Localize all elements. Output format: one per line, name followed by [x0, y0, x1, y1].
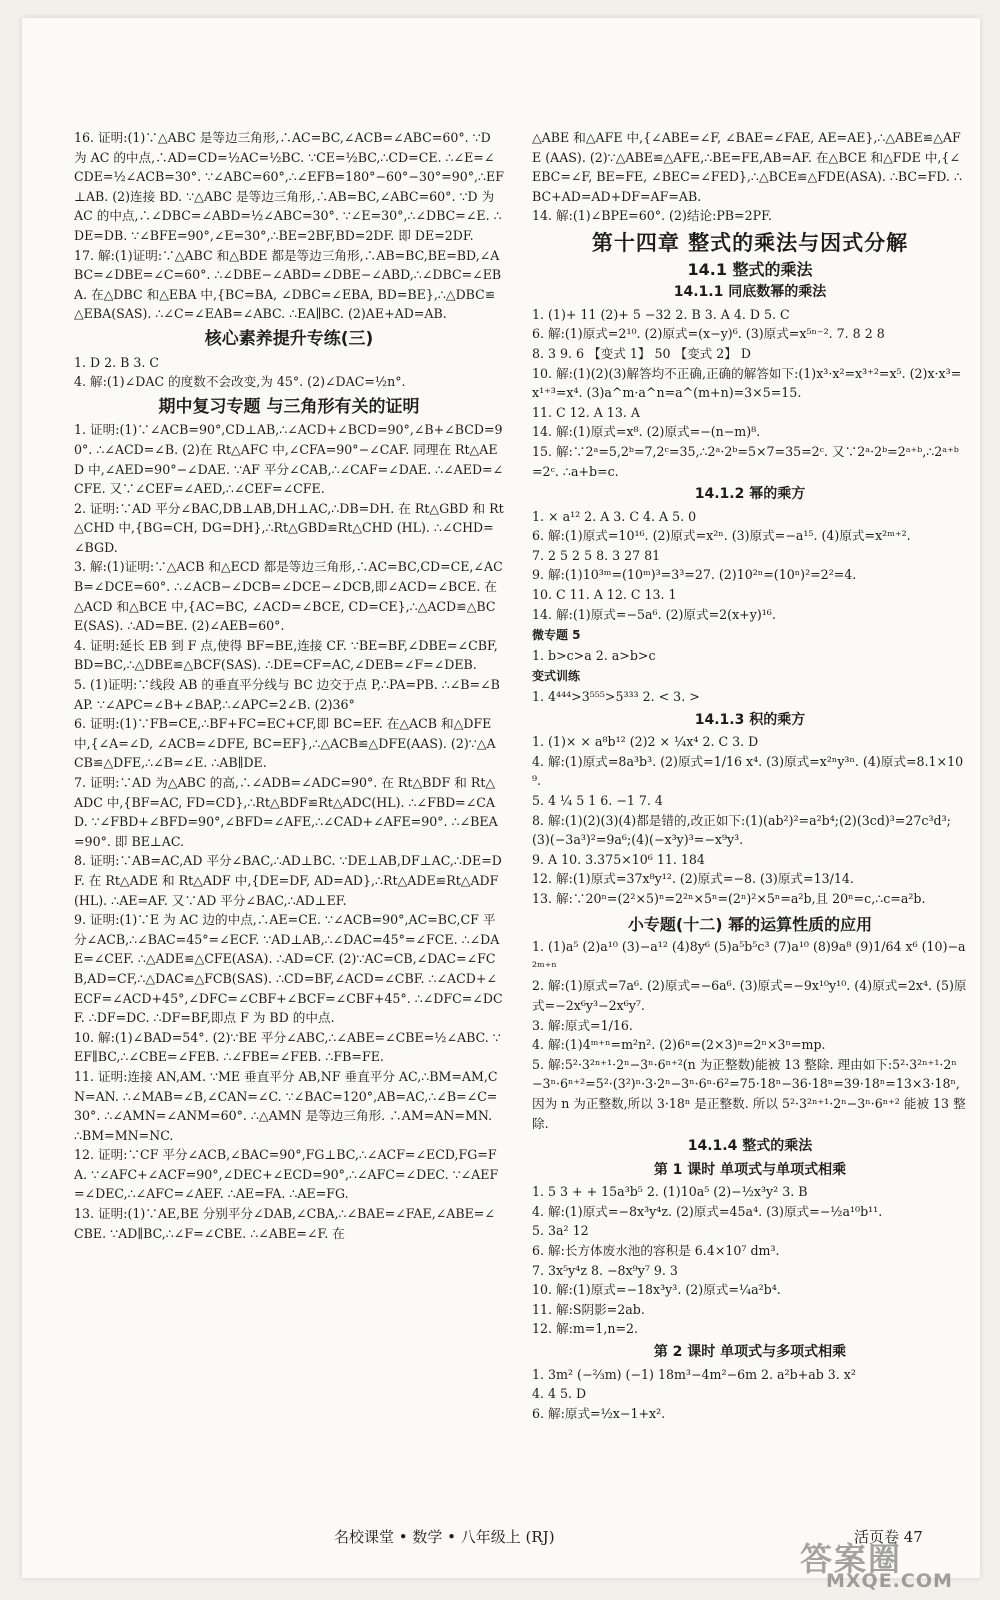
answer-item: 8. 解:(1)(2)(3)(4)都是错的,改正如下:(1)(ab²)²=a²b⁴;(2)(3cd)³=27c³d³;(3)(−3a³)²=9a⁶;(4)(−x³y)³=−x⁹y³.: [532, 812, 951, 848]
answer-item: 11. 解:S阴影=2ab.: [532, 1301, 645, 1317]
watermark-logo: [800, 1542, 970, 1592]
section-heading: 14.1.4 整式的乘法: [687, 1138, 813, 1155]
answer-item: 3. 解:(1)证明:∵△ACB 和△ECD 都是等边三角形,∴AC=BC,CD=CE,∠ACB=∠DCE=60°. ∴∠ACB−∠DCB=∠DCE−∠DCB,即∠ACD=∠BCE. 在△ACD 和△BCE 中,{AC=BC, ∠ACD=∠BCE, CD=CE},∴△ACD≌△BCE(SAS). ∴AD=BE. (2)∠AEB=60°.: [74, 559, 503, 634]
section-heading: 第 1 课时 单项式与单项式相乘: [653, 1161, 847, 1178]
section-heading: 14.1 整式的乘法: [687, 259, 813, 279]
answer-item: 1. 5 3 + + 15a³b⁵ 2. (1)10a⁵ (2)−½x³y² 3. B: [532, 1184, 808, 1200]
answer-item: △ABE 和△AFE 中,{∠ABE=∠F, ∠BAE=∠FAE, AE=AE},∴△ABE≌△AFE (AAS). (2)∵△ABE≌△AFE,∴BE=FE,AB=AF. 在△BCE 和△FDE 中,{∠EBC=∠F, BE=FE, ∠BEC=∠FED},∴△BCE≌△FDE(ASA). ∴BC=FD. ∴BC+AD=AD+DF=AF=AB.: [532, 130, 962, 204]
answer-item: 5. 解:5²·3²ⁿ⁺¹·2ⁿ−3ⁿ·6ⁿ⁺²(n 为正整数)能被 13 整除. 理由如下:5²·3²ⁿ⁺¹·2ⁿ−3ⁿ·6ⁿ⁺²=5²·(3²)ⁿ·3·2ⁿ−3ⁿ·6ⁿ·6²=75·18ⁿ−36·18ⁿ=39·18ⁿ=13×3·18ⁿ,因为 n 为正整数,所以 3·18ⁿ 是正整数. 所以 5²·3²ⁿ⁺¹·2ⁿ−3ⁿ·6ⁿ⁺² 能被 13 整除.: [532, 1056, 966, 1131]
right-column: [532, 128, 968, 1423]
section-heading: 14.1.1 同底数幂的乘法: [673, 284, 827, 301]
section-heading: 14.1.3 积的乘方: [694, 711, 806, 728]
answer-item: 14. 解:(1)∠BPE=60°. (2)结论:PB=2PF.: [532, 208, 772, 224]
section-heading: 期中复习专题 与三角形有关的证明: [158, 396, 420, 417]
answer-item: 1. b>c>a 2. a>b>c: [532, 647, 656, 663]
answer-item: 16. 证明:(1)∵△ABC 是等边三角形,∴AC=BC,∠ACB=∠ABC=60°. ∵D 为 AC 的中点,∴AD=CD=½AC=½BC. ∵CE=½BC,∴CD=CE. ∴∠E=∠CDE=½∠ACB=30°. ∵∠ABC=60°,∴∠EFB=180°−60°−30°=90°,∴EF⊥AB. (2)连接 BD. ∵△ABC 是等边三角形,∴AB=BC,∠ABC=60°. ∵D 为 AC 的中点,∴∠DBC=∠ABD=½∠ABC=30°. ∵∠E=30°,∴∠DBC=∠E. ∴DE=DB. ∵∠BFE=90°,∠E=30°,∴BE=2BF,BD=2DF. 即 DE=2DF.: [74, 130, 504, 243]
answer-item: 6. 解:(1)原式=2¹⁰. (2)原式=(x−y)⁶. (3)原式=x⁵ⁿ⁻². 7. 8 2 8: [532, 326, 885, 342]
section-heading: 第十四章 整式的乘法与因式分解: [591, 230, 909, 255]
answer-item: 5. 4 ¼ 5 1 6. −1 7. 4: [532, 793, 663, 808]
answer-item: 4. 解:(1)4ᵐ⁺ⁿ=m²n². (2)6ⁿ=(2×3)ⁿ=2ⁿ×3ⁿ=mp.: [532, 1037, 826, 1053]
answer-item: 5. (1)证明:∵线段 AB 的垂直平分线与 BC 边交于点 P,∴PA=PB. ∴∠B=∠BAP. ∵∠APC=∠B+∠BAP,∴∠APC=2∠B. (2)36°: [74, 677, 500, 712]
answer-item: 1. D 2. B 3. C: [74, 354, 160, 370]
answer-item: 11. 证明:连接 AN,AM. ∵ME 垂直平分 AB,NF 垂直平分 AC,∴BM=AM,CN=AN. ∴∠MAB=∠B,∠CAN=∠C. ∵∠BAC=120°,AB=AC,∴∠B=∠C=30°. ∴∠AMN=∠ANM=60°. ∴△AMN 是等边三角形. ∴AM=AN=MN. ∴BM=MN=NC.: [74, 1068, 498, 1143]
answer-item: 1. (1)× × a⁸b¹² (2)2 × ¼x⁴ 2. C 3. D: [532, 734, 759, 750]
answer-page: [22, 18, 980, 1578]
section-heading: 小专题(十二) 幂的运算性质的应用: [627, 914, 873, 934]
answer-item: 11. C 12. A 13. A: [532, 404, 640, 420]
answer-item: 5. 3a² 12: [532, 1223, 589, 1239]
answer-item: 10. 解:(1)∠BAD=54°. (2)∵BE 平分∠ABC,∴∠ABE=∠CBE=½∠ABC. ∵EF∥BC,∴∠CBE=∠FEB. ∴∠FBE=∠FEB. ∴FB=FE.: [74, 1029, 501, 1065]
answer-item: 10. 解:(1)原式=−18x³y³. (2)原式=¼a²b⁴.: [532, 1282, 781, 1298]
answer-item: 2. 证明:∵AD 平分∠BAC,DB⊥AB,DH⊥AC,∴DB=DH. 在 Rt△GBD 和 Rt△CHD 中,{BG=CH, DG=DH},∴Rt△GBD≌Rt△CHD (HL). ∴∠CHD=∠BGD.: [74, 500, 504, 555]
answer-item: 4. 解:(1)原式=−8x³y⁴z. (2)原式=45a⁴. (3)原式=−½a¹⁰b¹¹.: [532, 1203, 883, 1219]
answer-item: 3. 解:原式=1/16.: [532, 1017, 633, 1033]
answer-item: 4. 解:(1)∠DAC 的度数不会改变,为 45°. (2)∠DAC=½n°.: [74, 374, 406, 390]
answer-item: 4. 4 5. D: [532, 1386, 587, 1402]
watermark-url: MXQE.COM: [826, 1570, 953, 1592]
answer-item: 6. 证明:(1)∵FB=CE,∴BF+FC=EC+CF,即 BC=EF. 在△ACB 和△DFE 中,{∠A=∠D, ∠ACB=∠DFE, BC=EF},∴△ACB≌△DFE(AAS). (2)∵△ACB≌△DFE,∴∠B=∠E. ∴AB∥DE.: [74, 716, 496, 771]
answer-item: 9. A 10. 3.375×10⁶ 11. 184: [532, 851, 705, 867]
answer-item: 10. C 11. A 12. C 13. 1: [532, 587, 677, 603]
answer-item: 10. 解:(1)(2)(3)解答均不正确,正确的解答如下:(1)x³·x²=x³⁺²=x⁵. (2)x·x³=x¹⁺³=x⁴. (3)a^m·a^n=a^(m+n)=3×5=15.: [532, 365, 962, 401]
left-column: [74, 128, 504, 1243]
answer-item: 6. 解:(1)原式=10¹⁶. (2)原式=x²ⁿ. (3)原式=−a¹⁵. (4)原式=x²ᵐ⁺².: [532, 528, 911, 544]
section-heading: 第 2 课时 单项式与多项式相乘: [653, 1344, 847, 1361]
answer-item: 1. (1)+ 11 (2)+ 5 −32 2. B 3. A 4. D 5. C: [532, 306, 790, 322]
answer-item: 15. 解:∵2ᵃ=5,2ᵇ=7,2ᶜ=35,∴2ᵃ·2ᵇ=5×7=35=2ᶜ. 又∵2ᵃ·2ᵇ=2ᵃ⁺ᵇ,∴2ᵃ⁺ᵇ=2ᶜ. ∴a+b=c.: [532, 443, 959, 479]
answer-item: 4. 证明:延长 EB 到 F 点,使得 BF=BE,连接 CF. ∵BE=BF,∠DBE=∠CBF,BD=BC,∴△DBE≌△BCF(SAS). ∴DE=CF=AC,∠DEB=∠F=∠DEB.: [74, 637, 498, 673]
answer-item: 17. 解:(1)证明:∵△ABC 和△BDE 都是等边三角形,∴AB=BC,BE=BD,∠ABC=∠DBE=∠C=60°. ∴∠DBE−∠ABD=∠DBE−∠ABD,∴∠DBC=∠EBA. 在△DBC 和△EBA 中,{BC=BA, ∠DBC=∠EBA, BD=BE},∴△DBC≌△EBA(SAS). ∴∠C=∠EAB=∠ABC. ∴EA∥BC. (2)AE+AD=AB.: [74, 247, 502, 322]
watermark-text: 答案圈: [800, 1540, 903, 1578]
answer-item: 14. 解:(1)原式=x⁸. (2)原式=−(n−m)⁸.: [532, 424, 761, 440]
answer-item: 7. 证明:∵AD 为△ABC 的高,∴∠ADB=∠ADC=90°. 在 Rt△BDF 和 Rt△ADC 中,{BF=AC, FD=CD},∴Rt△BDF≌Rt△ADC(HL). ∴∠FBD=∠CAD. ∵∠FBD+∠BFD=90°,∠BFD=∠AFE,∴∠CAD+∠AFE=90°. ∴∠BEA=90°. 即 BE⊥AC.: [74, 775, 498, 849]
footer-book-title: 名校课堂 • 数学 • 八年级上 (RJ): [334, 1528, 555, 1546]
answer-item: 7. 2 5 2 5 8. 3 27 81: [532, 547, 661, 563]
answer-item: 1. 3m² (−⅔m) (−1) 18m³−4m²−6m 2. a²b+ab 3. x²: [532, 1366, 856, 1382]
answer-item: 2. 解:(1)原式=7a⁶. (2)原式=−6a⁶. (3)原式=−9x¹⁰y¹⁰. (4)原式=2x⁴. (5)原式=−2x⁶y³−2x⁶y⁷.: [532, 978, 967, 1013]
answer-item: 1. 4⁴⁴⁴>3⁵⁵⁵>5³³³ 2. < 3. >: [532, 689, 700, 705]
section-heading: 核心素养提升专练(三): [204, 328, 374, 349]
answer-item: 14. 解:(1)原式=−5a⁶. (2)原式=2(x+y)¹⁶.: [532, 606, 776, 622]
answer-item: 7. 3x⁵y⁴z 8. −8x⁹y⁷ 9. 3: [532, 1262, 678, 1278]
answer-item: 9. 解:(1)10³ᵐ=(10ᵐ)³=3³=27. (2)10²ⁿ=(10ⁿ)²=2²=4.: [532, 567, 857, 583]
answer-item: 6. 解:原式=½x−1+x².: [532, 1405, 666, 1421]
subsection-tag: 微专题 5: [532, 628, 581, 643]
answer-item: 1. (1)a⁵ (2)a¹⁰ (3)−a¹² (4)8y⁶ (5)a⁵b⁵c³ (7)a¹⁰ (8)9a⁸ (9)1/64 x⁶ (10)−a²ᵐ⁺ⁿ: [532, 939, 966, 974]
answer-item: 8. 证明:∵AB=AC,AD 平分∠BAC,∴AD⊥BC. ∵DE⊥AB,DF⊥AC,∴DE=DF. 在 Rt△ADE 和 Rt△ADF 中,{DE=DF, AD=AD},∴Rt△ADE≌Rt△ADF(HL). ∴AE=AF. 又∵AD 平分∠BAC,∴AD⊥EF.: [74, 853, 502, 908]
answer-item: 13. 证明:(1)∵AE,BE 分别平分∠DAB,∠CBA,∴∠BAE=∠FAE,∠ABE=∠CBE. ∵AD∥BC,∴∠F=∠CBE. ∴∠ABE=∠F. 在: [74, 1206, 495, 1241]
answer-item: 1. 证明:(1)∵∠ACB=90°,CD⊥AB,∴∠ACD+∠BCD=90°,∠B+∠BCD=90°. ∴∠ACD=∠B. (2)在 Rt△AFC 中,∠CFA=90°−∠CAF. 同理在 Rt△AED 中,∠AED=90°−∠DAE. ∵AF 平分∠CAB,∴∠CAF=∠DAE. ∴∠AED=∠CFE. 又∵∠CEF=∠AED,∴∠CEF=∠CFE.: [74, 422, 504, 497]
section-heading: 14.1.2 幂的乘方: [694, 486, 806, 503]
answer-item: 4. 解:(1)原式=8a³b³. (2)原式=1/16 x⁴. (3)原式=x²ⁿy³ⁿ. (4)原式=8.1×10⁹.: [532, 753, 964, 789]
answer-item: 12. 解:m=1,n=2.: [532, 1321, 639, 1337]
answer-item: 8. 3 9. 6 【变式 1】 50 【变式 2】 D: [532, 345, 751, 361]
answer-item: 13. 解:∵20ⁿ=(2²×5)ⁿ=2²ⁿ×5ⁿ=(2ⁿ)²×5ⁿ=a²b,且 20ⁿ=c,∴c=a²b.: [532, 890, 926, 906]
answer-item: 6. 解:长方体废水池的容积是 6.4×10⁷ dm³.: [532, 1243, 780, 1259]
footer-page-number: 活页卷 47: [854, 1528, 923, 1546]
subsection-tag: 变式训练: [532, 669, 581, 684]
answer-item: 9. 证明:(1)∵E 为 AC 边的中点,∴AE=CE. ∵∠ACB=90°,AC=BC,CF 平分∠ACB,∴∠BAC=45°=∠ECF. ∵AD⊥AB,∴∠DAC=45°=∠FCE. ∴∠DAE=∠CEF. ∴△ADE≌△CFE(ASA). ∴AD=CF. (2)∵AC=CB,∠DAC=∠FCB,AD=CF,∴△DAC≌△FCB(SAS). ∴CD=BF,∠ACD=∠CBF. ∴∠ACD+∠ECF=∠ACD+45°,∠DFC=∠CBF+∠BCF=∠CBF+45°. ∴∠DFC=∠DCF. ∴DF=DC. ∴DF=BF,即点 F 为 BD 的中点.: [74, 912, 503, 1026]
answer-item: 1. × a¹² 2. A 3. C 4. A 5. 0: [532, 508, 697, 524]
answer-item: 12. 解:(1)原式=37x⁸y¹². (2)原式=−8. (3)原式=13/14.: [532, 871, 854, 887]
answer-item: 12. 证明:∵CF 平分∠ACB,∠BAC=90°,FG⊥BC,∴∠ACF=∠ECD,FG=FA. ∵∠AFC+∠ACF=90°,∠DEC+∠ECD=90°,∴∠AFC=∠DEC. ∵∠AEF=∠DEC,∴∠AFC=∠AEF. ∴AE=FA. ∴AE=FG.: [74, 1147, 499, 1202]
